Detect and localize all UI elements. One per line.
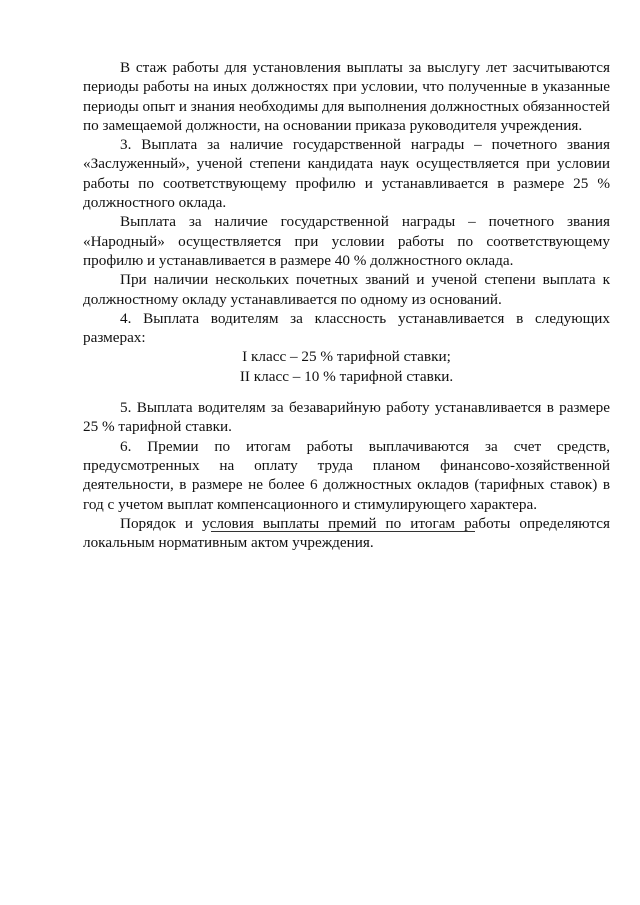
class-rates-list xyxy=(83,347,610,386)
paragraph-bonuses: 6. Премии по итогам работы выплачиваются за счет средств, предусмотренных на оплату труда планом финансово-хозяйственной деятельности, в размере не более 6 должностных окладов (тарифных ставок) в год с учетом выплат компенсационного и стимулирующего характера. xyxy=(83,437,610,513)
class-rate-second: II класс – 10 % тарифной ставки. xyxy=(239,367,454,385)
paragraph-people-title: Выплата за наличие государственной награды – почетного звания «Народный» осуществляется при условии работы по соответствующему профилю и устанавливается в размере 40 % должностного оклада. xyxy=(83,213,610,269)
paragraph-honored-title: 3. Выплата за наличие государственной награды – почетного звания «Заслуженный», ученой степени кандидата наук осуществляется при условии работы по соответствующему профилю и устанавливается в размере 25 % должностного оклада. xyxy=(83,136,610,212)
section-divider xyxy=(211,531,475,532)
paragraph-service-length: В стаж работы для установления выплаты за выслугу лет засчитываются периоды работы на иных должностях при условии, что полученные в указанные периоды опыт и знания необходимы для выполнения должностных обязанностей по замещаемой должности, на основании приказа руководителя учреждения. xyxy=(83,59,610,134)
document-page xyxy=(83,58,610,552)
class-rate-first: I класс – 25 % тарифной ставки; xyxy=(242,348,451,366)
paragraph-driver-class: 4. Выплата водителям за классность устанавливается в следующих размерах: xyxy=(83,309,610,347)
paragraph-bonus-procedure: Порядок и условия выплаты премий по итогам работы определяются локальным нормативным актом учреждения. xyxy=(83,514,610,552)
paragraph-accident-free: 5. Выплата водителям за безаварийную работу устанавливается в размере 25 % тарифной ставки. xyxy=(83,399,610,436)
paragraph-multiple-titles: При наличии нескольких почетных званий и ученой степени выплата к должностному окладу устанавливается по одному из оснований. xyxy=(83,271,610,308)
